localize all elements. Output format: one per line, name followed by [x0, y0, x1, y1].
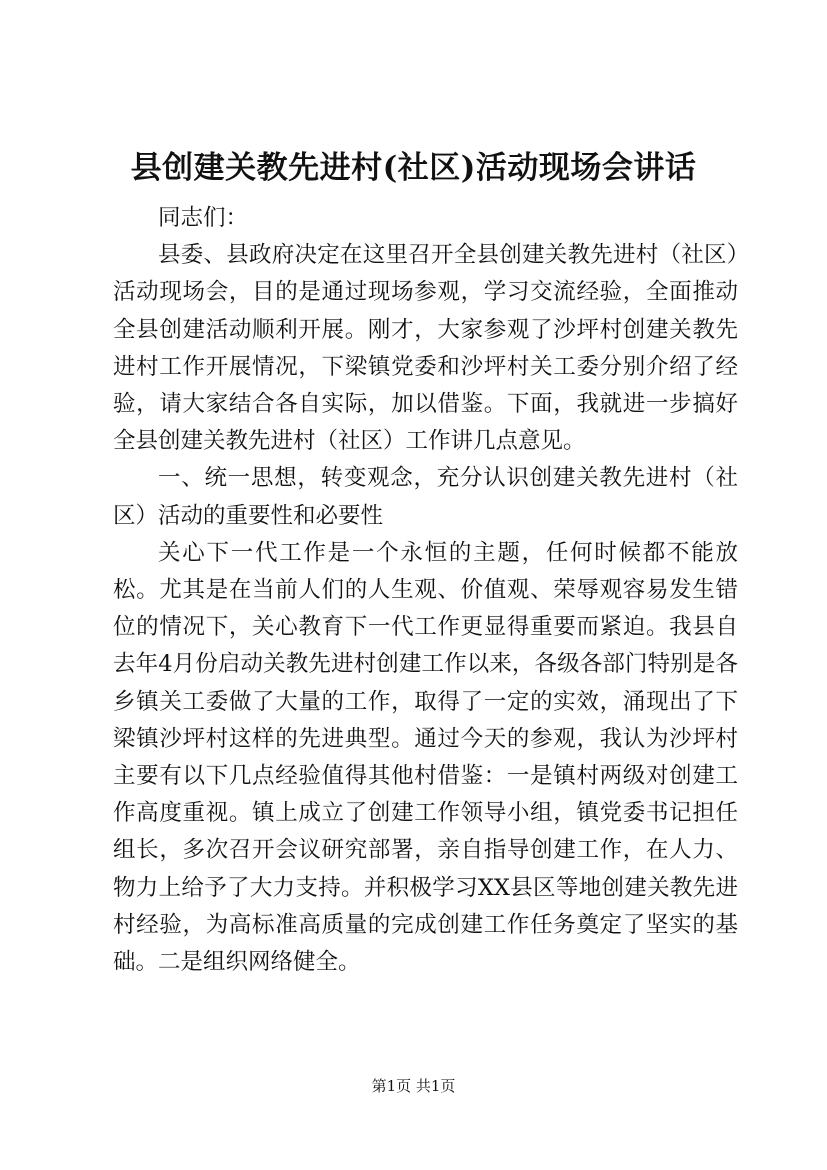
document-body	[113, 200, 738, 981]
salutation-paragraph: 同志们：	[158, 205, 249, 231]
body-paragraph: 关心下一代工作是一个永恒的主题，任何时候都不能放松。尤其是在当前人们的人生观、价值观、荣辱观容易发生错位的情况下，关心教育下一代工作更显得重要而紧迫。我县自去年4月份启动关教先进村创建工作以来，各级各部门特别是各乡镇关工委做了大量的工作，取得了一定的实效，涌现出了下梁镇沙坪村这样的先进典型。通过今天的参观，我认为沙坪村主要有以下几点经验值得其他村借鉴：一是镇村两级对创建工作高度重视。镇上成立了创建工作领导小组，镇党委书记担任组长，多次召开会议研究部署，亲自指导创建工作，在人力、物力上给予了大力支持。并积极学习XX县区等地创建关教先进村经验，为高标准高质量的完成创建工作任务奠定了坚实的基础。二是组织网络健全。	[113, 539, 738, 976]
page-footer: 第1页 共1页	[371, 1077, 456, 1095]
intro-paragraph: 县委、县政府决定在这里召开全县创建关教先进村（社区）活动现场会，目的是通过现场参观，学习交流经验，全面推动全县创建活动顺利开展。刚才，大家参观了沙坪村创建关教先进村工作开展情况，下梁镇党委和沙坪村关工委分别介绍了经验，请大家结合各自实际，加以借鉴。下面，我就进一步搞好全县创建关教先进村（社区）工作讲几点意见。	[113, 242, 738, 455]
document-title: 县创建关教先进村(社区)活动现场会讲话	[130, 150, 697, 186]
section-heading-paragraph: 一、统一思想，转变观念，充分认识创建关教先进村（社区）活动的重要性和必要性	[113, 465, 738, 529]
